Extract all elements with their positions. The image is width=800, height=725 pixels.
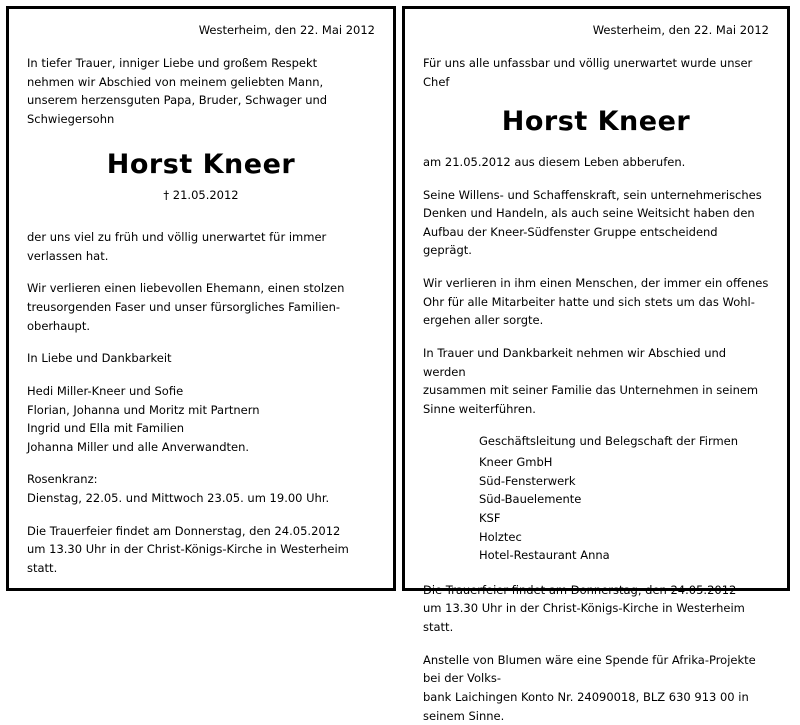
intro-line-2: nehmen wir Abschied von meinem geliebten Mann,	[27, 74, 324, 89]
tribute-line-3: oberhaupt.	[27, 318, 91, 333]
donation-line-1: Anstelle von Blumen wäre eine Spende für Afrika-Projekte bei der Volks-	[423, 652, 756, 686]
firms-list	[423, 453, 769, 565]
continuation-line-1: In Trauer und Dankbarkeit nehmen wir Abschied und werden	[423, 345, 727, 379]
dateline-left: Westerheim, den 22. Mai 2012	[198, 23, 375, 37]
dateline-right: Westerheim, den 22. Mai 2012	[592, 23, 769, 37]
rosary-label: Rosenkranz:	[27, 472, 98, 487]
continuation-line-3: Sinne weiterführen.	[423, 401, 536, 416]
continuation-paragraph	[423, 344, 769, 419]
funeral-block-right	[423, 581, 769, 637]
list-item: Hotel-Restaurant Anna	[479, 548, 610, 563]
passing-line-1: der uns viel zu früh und völlig unerwartet für immer	[27, 230, 327, 245]
passing-paragraph-left	[27, 228, 375, 265]
list-item: Hedi Miller-Kneer und Sofie	[27, 383, 184, 398]
rosary-block	[27, 470, 375, 507]
firms-heading: Geschäftsleitung und Belegschaft der Firmen	[479, 434, 739, 449]
tribute-paragraph-left	[27, 279, 375, 335]
rosary-text: Dienstag, 22.05. und Mittwoch 23.05. um 19.00 Uhr.	[27, 491, 330, 505]
obituary-family-notice	[6, 6, 396, 591]
achievements-paragraph	[423, 186, 769, 261]
achievements-line-3: Aufbau der Kneer-Südfenster Gruppe entscheidend geprägt.	[423, 224, 718, 258]
intro-paragraph-left	[27, 54, 375, 129]
deceased-name-right: Horst Kneer	[501, 106, 691, 138]
intro-line-4: Schwiegersohn	[27, 111, 115, 126]
tribute-line-2: treusorgenden Faser und unser fürsorgliches Familien-	[27, 300, 341, 314]
list-item: Süd-Bauelemente	[479, 492, 582, 507]
gratitude-line-left: In Liebe und Dankbarkeit	[27, 351, 172, 366]
achievements-line-1: Seine Willens- und Schaffenskraft, sein unternehmerisches	[423, 187, 762, 202]
intro-paragraph-right: Für uns alle unfassbar und völlig unerwartet wurde unser Chef	[423, 55, 753, 89]
funeral-line-2: um 13.30 Uhr in der Christ-Königs-Kirche in Westerheim statt.	[27, 542, 349, 575]
funeral-line-1: Die Trauerfeier findet am Donnerstag, den 24.05.2012	[423, 582, 737, 597]
death-date-left: † 21.05.2012	[163, 188, 239, 203]
achievements-line-2: Denken und Handeln, als auch seine Weitsicht haben den	[423, 206, 755, 221]
list-item: Florian, Johanna und Moritz mit Partnern	[27, 402, 260, 417]
list-item: Ingrid und Ella mit Familien	[27, 421, 185, 436]
loss-line-1: Wir verlieren in ihm einen Menschen, der immer ein offenes	[423, 276, 769, 290]
list-item: Johanna Miller und alle Anverwandten.	[27, 439, 250, 454]
list-item: Süd-Fensterwerk	[479, 473, 576, 488]
loss-line-2: Ohr für alle Mitarbeiter hatte und sich stets um das Wohl-	[423, 294, 755, 309]
passing-line-2: verlassen hat.	[27, 248, 109, 263]
funeral-line-1: Die Trauerfeier findet am Donnerstag, den 24.05.2012	[27, 523, 341, 538]
funeral-block-left	[27, 522, 375, 578]
loss-line-3: ergehen aller sorgte.	[423, 313, 544, 328]
called-away-line: am 21.05.2012 aus diesem Leben abberufen.	[423, 154, 686, 169]
mourners-list	[27, 382, 375, 457]
list-item: Holztec	[479, 529, 522, 544]
deceased-name-left: Horst Kneer	[106, 149, 296, 181]
donation-block	[423, 651, 769, 725]
intro-line-1: In tiefer Trauer, inniger Liebe und großem Respekt	[27, 55, 318, 70]
list-item: Kneer GmbH	[479, 455, 553, 469]
continuation-line-2: zusammen mit seiner Familie das Unternehmen in seinem	[423, 383, 759, 398]
loss-paragraph	[423, 274, 769, 330]
tribute-line-1: Wir verlieren einen liebevollen Ehemann, einen stolzen	[27, 281, 345, 296]
funeral-line-2: um 13.30 Uhr in der Christ-Königs-Kirche in Westerheim statt.	[423, 601, 745, 634]
donation-line-2: bank Laichingen Konto Nr. 24090018, BLZ 630 913 00 in seinem Sinne.	[423, 689, 749, 723]
intro-line-3: unserem herzensguten Papa, Bruder, Schwager und	[27, 93, 328, 108]
obituary-company-notice	[402, 6, 790, 723]
list-item: KSF	[479, 510, 501, 525]
